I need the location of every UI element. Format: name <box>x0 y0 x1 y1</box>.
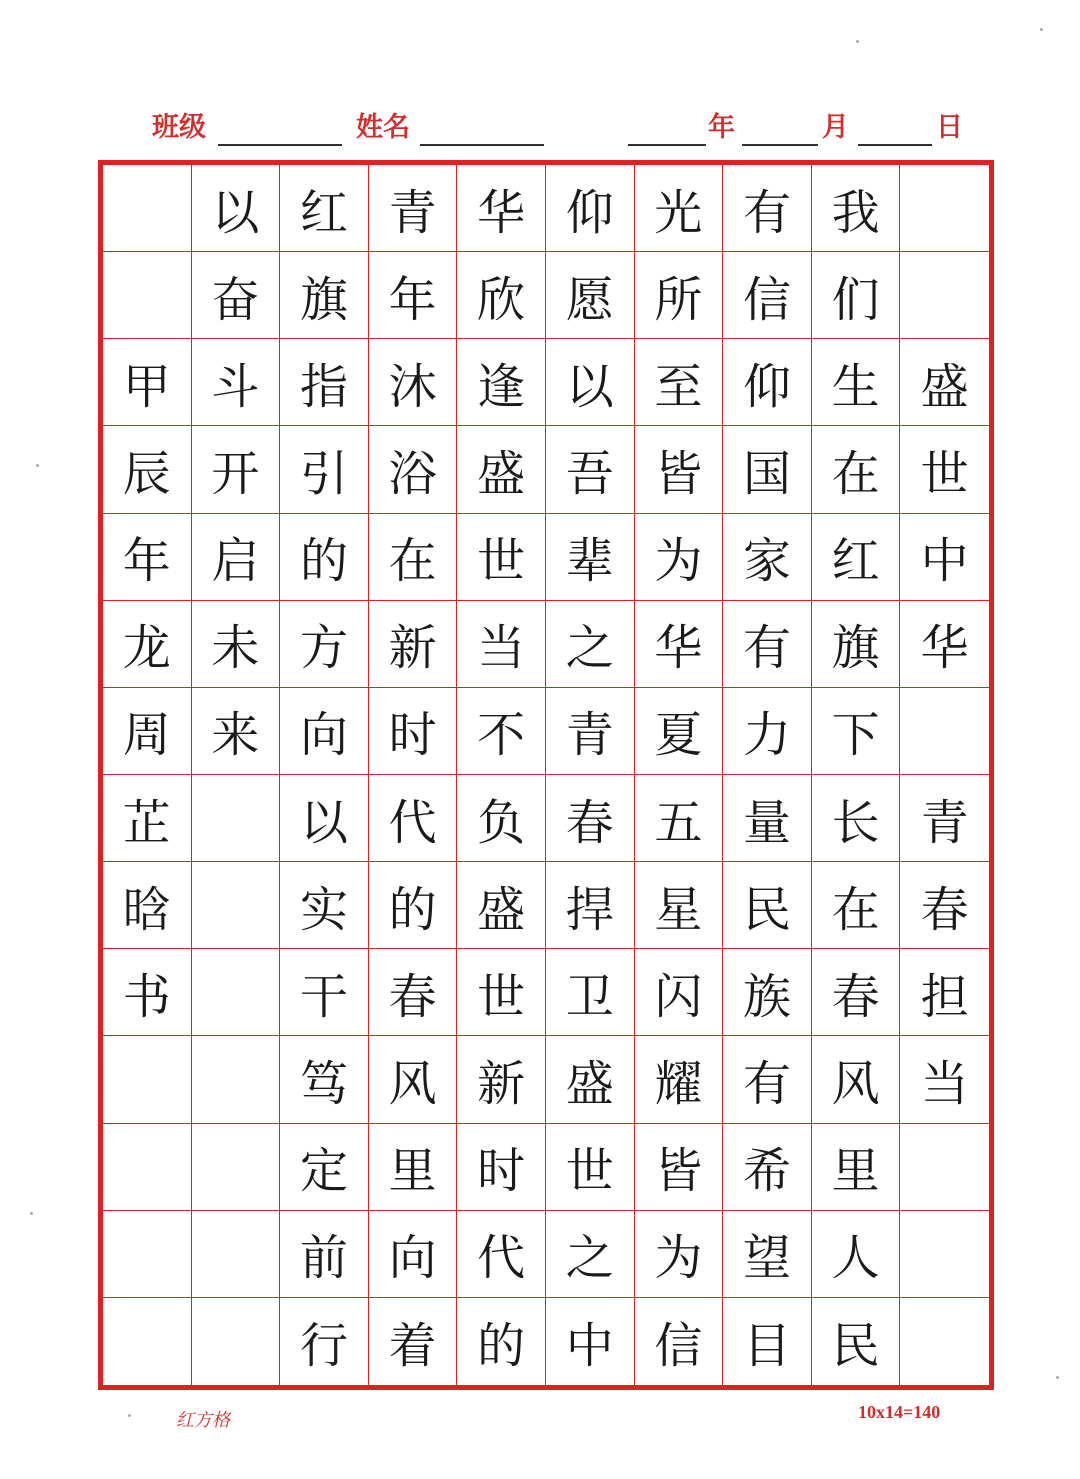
grid-cell: 周 <box>103 688 192 775</box>
grid-cell <box>192 949 281 1036</box>
month-blank <box>742 144 818 146</box>
grid-cell: 望 <box>723 1211 812 1298</box>
grid-cell: 愿 <box>546 252 635 339</box>
grid-cell: 来 <box>192 688 281 775</box>
grid-cell: 夏 <box>635 688 724 775</box>
grid-cell <box>192 1124 281 1211</box>
grid-cell: 沐 <box>369 339 458 426</box>
grid-cell: 华 <box>457 165 546 252</box>
grid-cell: 量 <box>723 775 812 862</box>
grid-cell: 欣 <box>457 252 546 339</box>
grid-cell: 辈 <box>546 514 635 601</box>
grid-cell: 华 <box>900 601 989 688</box>
grid-cell: 有 <box>723 1036 812 1123</box>
day-blank <box>858 144 932 146</box>
class-label: 班级 <box>152 112 206 143</box>
paper-speck <box>856 40 859 43</box>
grid-cell: 卫 <box>546 949 635 1036</box>
grid-cell: 干 <box>280 949 369 1036</box>
grid-cell: 代 <box>457 1211 546 1298</box>
grid-cell: 世 <box>546 1124 635 1211</box>
grid-cell: 民 <box>723 862 812 949</box>
grid-cell: 引 <box>280 426 369 513</box>
grid-cell: 笃 <box>280 1036 369 1123</box>
grid-cell: 我 <box>812 165 901 252</box>
grid-cell <box>103 165 192 252</box>
grid-cell: 族 <box>723 949 812 1036</box>
grid-cell: 负 <box>457 775 546 862</box>
grid-cell <box>103 1036 192 1123</box>
grid-cell: 奋 <box>192 252 281 339</box>
grid-cell: 目 <box>723 1298 812 1385</box>
grid-cell: 红 <box>812 514 901 601</box>
grid-cell: 下 <box>812 688 901 775</box>
grid-cell: 五 <box>635 775 724 862</box>
grid-cell: 时 <box>369 688 458 775</box>
grid-cell: 信 <box>635 1298 724 1385</box>
grid-cell: 以 <box>546 339 635 426</box>
grid-cell: 世 <box>900 426 989 513</box>
paper-speck <box>1056 1376 1059 1379</box>
grid-cell <box>900 1124 989 1211</box>
grid-cell: 风 <box>812 1036 901 1123</box>
grid-cell: 国 <box>723 426 812 513</box>
grid-cell: 书 <box>103 949 192 1036</box>
grid-cell: 春 <box>900 862 989 949</box>
grid-cell: 芷 <box>103 775 192 862</box>
grid-cell: 旗 <box>280 252 369 339</box>
grid-cell: 新 <box>369 601 458 688</box>
grid-cell: 世 <box>457 949 546 1036</box>
grid-cell: 着 <box>369 1298 458 1385</box>
grid-cell: 新 <box>457 1036 546 1123</box>
grid-cell: 春 <box>369 949 458 1036</box>
grid-cell: 在 <box>812 426 901 513</box>
grid-cell: 之 <box>546 601 635 688</box>
grid-cell: 希 <box>723 1124 812 1211</box>
grid-cell: 们 <box>812 252 901 339</box>
grid-cell: 年 <box>103 514 192 601</box>
grid-cell <box>103 252 192 339</box>
grid-cell <box>192 775 281 862</box>
grid-cell: 定 <box>280 1124 369 1211</box>
grid-cell: 中 <box>546 1298 635 1385</box>
grid-cell: 开 <box>192 426 281 513</box>
grid-cell: 担 <box>900 949 989 1036</box>
year-label: 年 <box>708 112 735 143</box>
grid-cell: 斗 <box>192 339 281 426</box>
grid-cell <box>192 1036 281 1123</box>
grid-cell: 力 <box>723 688 812 775</box>
grid-cell: 有 <box>723 601 812 688</box>
grid-cell: 皆 <box>635 1124 724 1211</box>
grid-cell: 光 <box>635 165 724 252</box>
grid-cell: 世 <box>457 514 546 601</box>
grid-cell: 以 <box>192 165 281 252</box>
paper-speck <box>30 1212 33 1215</box>
grid-cell: 耀 <box>635 1036 724 1123</box>
grid-cell: 年 <box>369 252 458 339</box>
grid-cell <box>900 688 989 775</box>
grid-cell: 浴 <box>369 426 458 513</box>
grid-cell: 人 <box>812 1211 901 1298</box>
grid-cell: 的 <box>369 862 458 949</box>
grid-cell: 晗 <box>103 862 192 949</box>
grid-cell <box>900 165 989 252</box>
grid-cell: 生 <box>812 339 901 426</box>
grid-cell: 盛 <box>457 426 546 513</box>
grid-cell: 启 <box>192 514 281 601</box>
grid-cell: 时 <box>457 1124 546 1211</box>
worksheet-header <box>0 108 1080 158</box>
grid-cell: 风 <box>369 1036 458 1123</box>
grid-cell: 华 <box>635 601 724 688</box>
grid-cell <box>103 1124 192 1211</box>
grid-cell <box>103 1298 192 1385</box>
grid-cell: 前 <box>280 1211 369 1298</box>
grid-cell: 当 <box>900 1036 989 1123</box>
grid-cell: 逢 <box>457 339 546 426</box>
grid-cell: 为 <box>635 514 724 601</box>
class-blank <box>218 144 342 146</box>
grid-cell: 春 <box>812 949 901 1036</box>
paper-speck <box>36 464 39 467</box>
grid-cell: 所 <box>635 252 724 339</box>
grid-cell: 青 <box>546 688 635 775</box>
grid-cell: 的 <box>457 1298 546 1385</box>
writing-grid <box>98 160 994 1390</box>
grid-cell: 代 <box>369 775 458 862</box>
name-label: 姓名 <box>356 112 410 143</box>
paper-speck <box>128 1414 131 1417</box>
grid-cell: 未 <box>192 601 281 688</box>
grid-cell: 皆 <box>635 426 724 513</box>
grid-cell <box>900 1211 989 1298</box>
grid-cell <box>900 252 989 339</box>
grid-cell: 为 <box>635 1211 724 1298</box>
name-blank <box>420 144 544 146</box>
grid-cell: 实 <box>280 862 369 949</box>
grid-cell: 民 <box>812 1298 901 1385</box>
grid-cell: 盛 <box>546 1036 635 1123</box>
year-blank <box>628 144 706 146</box>
grid-cell: 的 <box>280 514 369 601</box>
grid-cell: 向 <box>280 688 369 775</box>
grid-cell <box>192 1298 281 1385</box>
grid-cell: 青 <box>900 775 989 862</box>
grid-cell: 在 <box>369 514 458 601</box>
grid-cell <box>103 1211 192 1298</box>
grid-cell: 盛 <box>900 339 989 426</box>
grid-cell <box>192 862 281 949</box>
grid-cell: 长 <box>812 775 901 862</box>
grid-cell: 行 <box>280 1298 369 1385</box>
paper-type-label: 红方格 <box>176 1410 230 1431</box>
grid-cell: 在 <box>812 862 901 949</box>
paper-speck <box>1040 28 1043 31</box>
grid-cell: 红 <box>280 165 369 252</box>
grid-cell: 里 <box>369 1124 458 1211</box>
grid-cell: 以 <box>280 775 369 862</box>
grid-cell: 甲 <box>103 339 192 426</box>
month-label: 月 <box>822 112 849 143</box>
grid-cell: 当 <box>457 601 546 688</box>
grid-cell: 指 <box>280 339 369 426</box>
grid-cell: 仰 <box>723 339 812 426</box>
grid-cell: 辰 <box>103 426 192 513</box>
grid-cell: 吾 <box>546 426 635 513</box>
grid-cell <box>900 1298 989 1385</box>
grid-cell: 捍 <box>546 862 635 949</box>
grid-cell: 信 <box>723 252 812 339</box>
grid-cell: 春 <box>546 775 635 862</box>
grid-cell: 星 <box>635 862 724 949</box>
grid-cell: 之 <box>546 1211 635 1298</box>
grid-cell: 方 <box>280 601 369 688</box>
day-label: 日 <box>936 112 963 143</box>
grid-cell: 闪 <box>635 949 724 1036</box>
grid-cell: 向 <box>369 1211 458 1298</box>
grid-cell: 龙 <box>103 601 192 688</box>
grid-cell: 里 <box>812 1124 901 1211</box>
grid-cell: 仰 <box>546 165 635 252</box>
grid-cell: 盛 <box>457 862 546 949</box>
grid-cell: 家 <box>723 514 812 601</box>
grid-cell: 中 <box>900 514 989 601</box>
grid-cell: 不 <box>457 688 546 775</box>
grid-cell <box>192 1211 281 1298</box>
grid-cell: 至 <box>635 339 724 426</box>
grid-cell: 有 <box>723 165 812 252</box>
grid-size-label: 10x14=140 <box>858 1402 941 1422</box>
grid-cell: 旗 <box>812 601 901 688</box>
grid-cell: 青 <box>369 165 458 252</box>
